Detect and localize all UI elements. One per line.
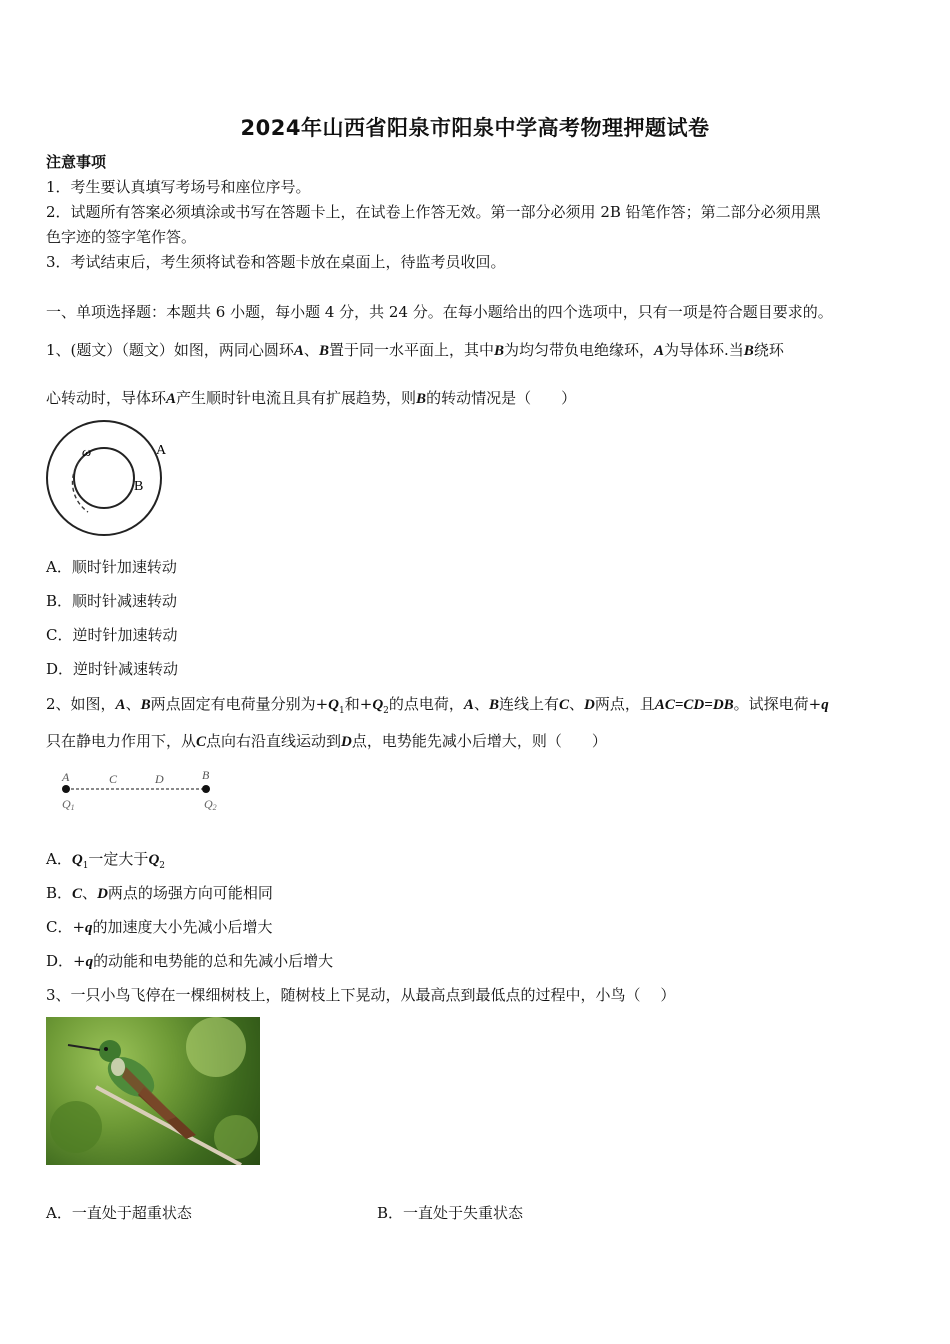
q1-charge-label — [62, 797, 75, 812]
q2-text: 连线上有 — [498, 695, 559, 713]
page-title: 2024年山西省阳泉市阳泉中学高考物理押题试卷 — [240, 116, 710, 140]
q2-opt-var: D — [97, 886, 108, 902]
point-b-label: B — [202, 768, 210, 782]
hummingbird-photo — [46, 1017, 260, 1165]
q1-text: 心转动时，导体环 — [46, 389, 167, 407]
q2-option-b[interactable] — [46, 883, 273, 904]
q1-charge-sub: 1 — [70, 803, 75, 812]
q1-option-b[interactable]: B．顺时针减速转动 — [46, 592, 178, 610]
outer-ring-a — [47, 421, 161, 535]
q2-var: D — [341, 734, 352, 750]
q2-text: 点向右沿直线运动到 — [206, 732, 342, 750]
q2-var: C — [196, 734, 207, 750]
q2-text: 、 — [473, 695, 489, 713]
q2-var: q — [821, 697, 829, 713]
notice-heading: 注意事项 — [46, 153, 107, 171]
q2-var: B — [140, 697, 151, 713]
q2-text: 的点电荷， — [388, 695, 464, 713]
q1-var: B — [416, 391, 427, 407]
q2-opt-text: 两点的场强方向可能相同 — [107, 884, 273, 902]
q2-option-a[interactable] — [46, 849, 165, 876]
q2-text: 只在静电力作用下，从 — [46, 732, 197, 750]
q2-var: B — [488, 697, 499, 713]
bird-beak — [68, 1045, 100, 1050]
q2-var: C — [558, 697, 569, 713]
q2-var: AC=CD=DB — [654, 697, 734, 713]
hummingbird-illustration — [46, 1017, 260, 1165]
q2-stem-line-2 — [46, 731, 607, 752]
q1-text: 、 — [303, 341, 319, 359]
q2-opt-text: C．+ — [46, 918, 86, 936]
q2-var: A — [115, 697, 126, 713]
omega-label: ω — [82, 444, 92, 459]
q2-charge-symbol: Q — [204, 797, 213, 811]
q3-option-b[interactable]: B．一直处于失重状态 — [377, 1204, 524, 1222]
bokeh-dark — [50, 1101, 102, 1153]
point-c-label: C — [109, 772, 118, 786]
q2-charge-sub: 2 — [212, 803, 217, 812]
q2-opt-text: 一定大于 — [88, 850, 149, 868]
notice-item-2-cont: 色字迹的签字笔作答。 — [46, 228, 197, 246]
q3-stem: 3、一只小鸟飞停在一棵细树枝上，随树枝上下晃动，从最高点到最低点的过程中，小鸟（ ） — [46, 986, 676, 1004]
q2-sub: 1 — [339, 706, 345, 716]
charge-a-dot — [62, 785, 70, 793]
q2-text: 点，电势能先减小后增大，则（ ） — [351, 732, 607, 750]
q2-var: Q — [328, 697, 340, 713]
q2-text: 和+ — [344, 695, 373, 713]
q2-option-c[interactable] — [46, 917, 273, 938]
q2-opt-var: q — [85, 920, 93, 936]
point-a-label: A — [62, 770, 70, 784]
q1-text: 产生顺时针电流且具有扩展趋势，则 — [176, 389, 417, 407]
q1-option-d[interactable]: D．逆时针减速转动 — [46, 660, 179, 678]
q1-var: A — [166, 391, 177, 407]
q2-opt-text: 、 — [82, 884, 98, 902]
q2-opt-var: Q — [148, 852, 160, 868]
bird-eye — [104, 1047, 108, 1051]
q2-text: 。试探电荷+ — [733, 695, 822, 713]
point-d-label: D — [155, 772, 164, 786]
q1-var: B — [743, 343, 754, 359]
q1-text: 的转动情况是（ ） — [426, 389, 577, 407]
q2-opt-text: 的加速度大小先减小后增大 — [92, 918, 273, 936]
q1-stem-line-1 — [46, 340, 784, 361]
q2-opt-var: q — [85, 954, 94, 970]
q1-var: A — [654, 343, 665, 359]
section-heading: 一、单项选择题：本题共 6 小题，每小题 4 分，共 24 分。在每小题给出的四个选项中，只有一项是符合题目要求的。 — [46, 303, 833, 321]
q2-opt-text: B． — [46, 884, 73, 902]
q2-var: Q — [372, 697, 384, 713]
q2-text: 2、如图， — [46, 695, 116, 713]
q1-text: 为均匀带负电绝缘环， — [503, 341, 654, 359]
q1-text: 1、(题文）（题文）如图，两同心圆环 — [46, 341, 294, 359]
q2-opt-var: Q — [71, 852, 83, 868]
q1-text: 置于同一水平面上，其中 — [328, 341, 494, 359]
bokeh-light — [186, 1017, 246, 1077]
q2-var: D — [584, 697, 595, 713]
q1-stem-line-2 — [46, 388, 576, 409]
notice-item-3: 3．考试结束后，考生须将试卷和答题卡放在桌面上，待监考员收回。 — [46, 253, 506, 271]
q2-opt-sub: 1 — [82, 861, 89, 871]
q1-concentric-rings-figure — [44, 420, 174, 538]
q1-charge-symbol: Q — [62, 797, 71, 811]
q2-var: A — [463, 697, 474, 713]
q2-opt-text: D．+ — [46, 952, 86, 970]
q2-option-d[interactable] — [46, 951, 333, 972]
notice-item-1: 1．考生要认真填写考场号和座位序号。 — [46, 178, 311, 196]
q2-text: 、 — [569, 695, 585, 713]
charge-b-dot — [202, 785, 210, 793]
q2-charge-label — [204, 797, 217, 812]
q1-var: B — [318, 343, 329, 359]
notice-item-2: 2．试题所有答案必须填涂或书写在答题卡上，在试卷上作答无效。第一部分必须用 2B 铅笔作答；第二部分必须用黑 — [46, 203, 821, 221]
q2-opt-sub: 2 — [159, 861, 166, 871]
q1-var: B — [493, 343, 504, 359]
q2-stem-line-1 — [46, 694, 829, 721]
q2-opt-text: A． — [46, 850, 72, 868]
ring-b-label: B — [134, 479, 144, 494]
q1-option-a[interactable]: A．顺时针加速转动 — [46, 558, 177, 576]
q3-option-a[interactable]: A．一直处于超重状态 — [46, 1204, 192, 1222]
q2-charges-line-figure — [52, 766, 232, 816]
q2-text: 两点固定有电荷量分别为+ — [150, 695, 329, 713]
q1-var: A — [293, 343, 304, 359]
q1-option-c[interactable]: C．逆时针加速转动 — [46, 626, 178, 644]
bird-breast — [111, 1058, 125, 1076]
q2-opt-text: 的动能和电势能的总和先减小后增大 — [93, 952, 334, 970]
q2-text: 、 — [125, 695, 141, 713]
q1-text: 绕环 — [753, 341, 784, 359]
q2-opt-var: C — [72, 886, 83, 902]
ring-a-label: A — [156, 443, 167, 458]
q2-sub: 2 — [383, 706, 389, 716]
q2-text: 两点，且 — [594, 695, 655, 713]
q1-text: 为导体环.当 — [664, 341, 744, 359]
